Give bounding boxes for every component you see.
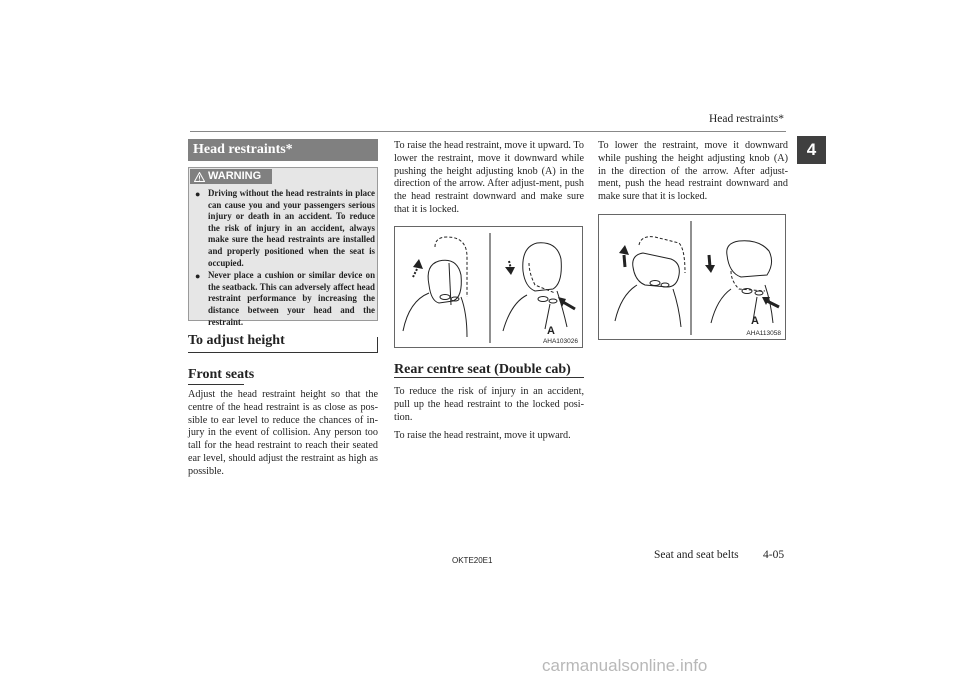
running-head: Head restraints* <box>708 113 784 125</box>
front-seats-heading: Front seats <box>188 367 255 382</box>
rear-seat-paragraph: To reduce the risk of injury in an accident, pull up the head restraint to the locked posi-tion. <box>394 386 584 423</box>
front-head-restraint-figure <box>394 226 583 348</box>
bullet-icon: ● <box>195 189 201 199</box>
knob-label-a: A <box>751 315 759 327</box>
rear-centre-seat-heading: Rear centre seat (Double cab) <box>394 362 571 377</box>
warning-triangle-icon <box>194 172 205 182</box>
warning-header <box>190 169 272 184</box>
warning-item: ● Driving without the head restraints in place can cause you and your passengers serious injury or death in an accident. To reduce the risk of injury in an accident, always make sure the head restraints are installed and properly positioned when the seat is occupied. <box>195 188 375 268</box>
document-code: OKTE20E1 <box>452 556 493 565</box>
warning-list <box>195 188 375 329</box>
chapter-tab: 4 <box>797 136 826 164</box>
bullet-icon: ● <box>195 271 201 282</box>
header-rule <box>190 131 786 132</box>
adjust-height-heading: To adjust height <box>188 333 285 348</box>
knob-label-a: A <box>547 325 555 337</box>
lower-restraint-paragraph: To lower the restraint, move it downward while pushing the height adjusting knob (A) in the direction of the arrow. After adjust-ment, push the head restraint downward and make sure that it is locked. <box>598 140 788 202</box>
watermark: carmanualsonline.info <box>542 656 708 675</box>
section-title: Head restraints* <box>188 139 378 161</box>
heading-rule <box>188 352 377 353</box>
warning-label: WARNING <box>208 170 262 182</box>
raise-lower-paragraph: To raise the head restraint, move it upward. To lower the restraint, move it downward while pushing the height adjusting knob (A) in the direction of the arrow. After adjust-ment, push the head restraint downward and make sure that it is locked. <box>394 140 584 215</box>
rear-head-restraint-figure <box>598 214 786 340</box>
heading-rule <box>394 377 584 378</box>
page-number: 4-05 <box>763 549 785 561</box>
rear-seat-raise-paragraph: To raise the head restraint, move it upward. <box>394 430 571 441</box>
footer-section-title: Seat and seat belts <box>654 549 739 561</box>
heading-rule-tick <box>377 337 378 353</box>
heading-rule <box>188 384 244 385</box>
figure-code: AHA113058 <box>746 330 781 337</box>
warning-item: ● Never place a cushion or similar device on the seatback. This can adversely affect head restraint performance by increasing the distance between your head and the restraint. <box>195 270 375 327</box>
front-seats-paragraph: Adjust the head restraint height so that the centre of the head restraint is as close as pos-sible to ear level to reduce the chances of in-jury in the event of collision. Any person too tall for the head restraint to reach their seated ear level, should adjust the restraint as high as possible. <box>188 389 378 477</box>
figure-code: AHA103026 <box>542 338 578 345</box>
